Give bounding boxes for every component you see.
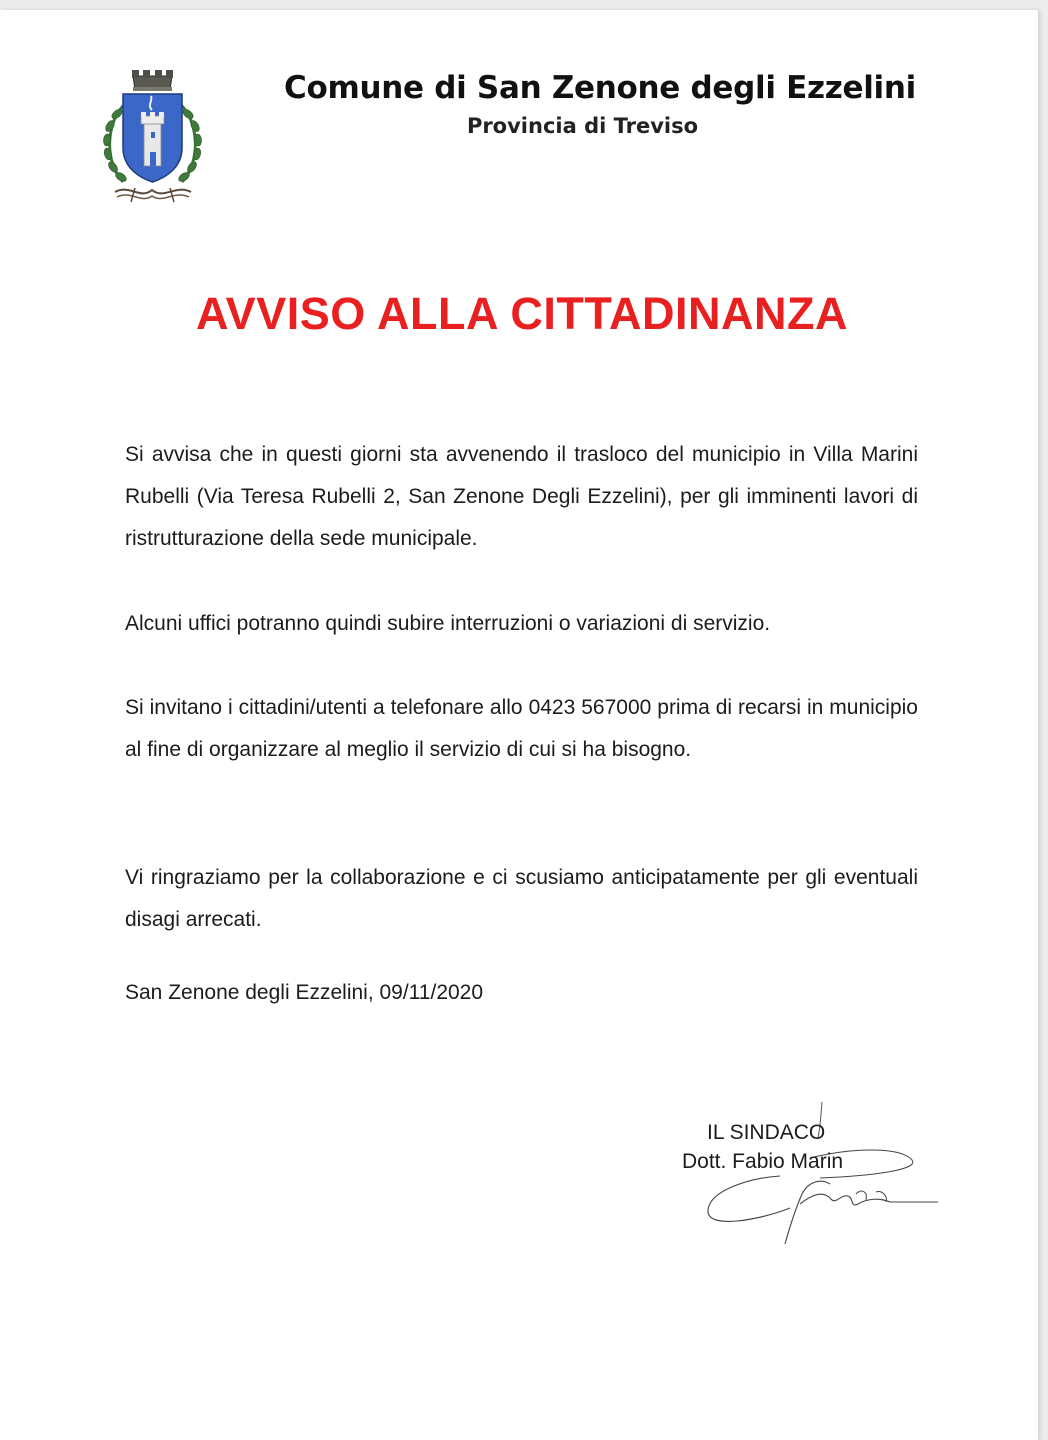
shield-icon (123, 94, 182, 182)
signature-role: IL SINDACO (707, 1121, 826, 1144)
coat-of-arms-icon (95, 60, 210, 210)
province-subtitle: Provincia di Treviso (466, 114, 699, 138)
notice-paragraph: Vi ringraziamo per la collaborazione e ci scusiamo anticipatamente per gli eventuali disagi arrecati. (125, 866, 918, 931)
place-and-date: San Zenone degli Ezzelini, 09/11/2020 (125, 981, 484, 1004)
document-page (0, 10, 1038, 1440)
notice-paragraph: Si invitano i cittadini/utenti a telefonare allo 0423 567000 prima di recarsi in municipio al fine di organizzare al meglio il servizio di cui si ha bisogno. (125, 696, 918, 761)
notice-title: AVVISO ALLA CITTADINANZA (196, 288, 848, 339)
signature-name: Dott. Fabio Marin (682, 1150, 844, 1173)
notice-paragraph: Alcuni uffici potranno quindi subire interruzioni o variazioni di servizio. (125, 612, 771, 635)
municipality-title: Comune di San Zenone degli Ezzelini (284, 70, 916, 106)
crown-icon (132, 70, 173, 91)
notice-paragraph: Si avvisa che in questi giorni sta avvenendo il trasloco del municipio in Villa Marini Rubelli (Via Teresa Rubelli 2, San Zenone Degli Ezzelini), per gli imminenti lavori di ristrutturazione della sede municipale. (125, 443, 918, 550)
